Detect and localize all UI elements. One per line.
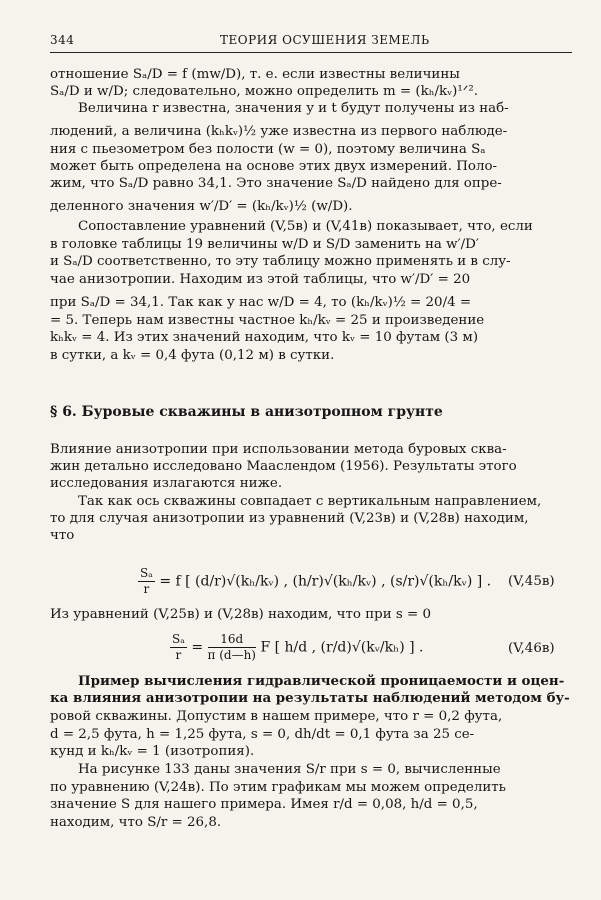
text-line: Так как ось скважины совпадает с вертикальным направлением, [78, 494, 542, 509]
text-line: то для случая анизотропии из уравнений (V,23в) и (V,28в) находим, [50, 511, 529, 526]
example-heading-line: Пример вычисления гидравлической проницаемости и оцен- [78, 673, 565, 689]
text-line: в сутки, а kᵥ = 0,4 фута (0,12 м) в сутки. [50, 348, 335, 363]
text-line: при Sₐ/D = 34,1. Так как у нас w/D = 4, то (kₕ/kᵥ)½ = 20/4 = [50, 295, 472, 310]
eq46-lhs: $\frac{\text{Sₐ}}{r}$ [172, 632, 185, 662]
equation-v46: $\frac{\text{Sₐ}}{r}$ = $\frac{16d}{\pi (d—h)}$ F [ h/d , (r/d)√(kᵥ/kₕ) ] . [172, 632, 424, 662]
text-line: = 5. Теперь нам известны частное kₕ/kᵥ = 25 и произведение [50, 313, 485, 328]
text-line: отношение Sₐ/D = f (mw/D), т. е. если известны величины [50, 67, 460, 82]
text-line: жин детально исследовано Мааслендом (1956). Результаты этого [50, 459, 517, 474]
text-line: и Sₐ/D соответственно, то эту таблицу можно применять и в слу- [50, 254, 511, 269]
text-line: значение S для нашего примера. Имея r/d = 0,08, h/d = 0,5, [50, 797, 478, 812]
eq45-lhs: $\frac{\text{Sₐ}}{r}$ [140, 566, 153, 596]
text-line: по уравнению (V,24в). По этим графикам мы можем определить [50, 780, 506, 795]
text-line: исследования излагаются ниже. [50, 476, 283, 491]
text-line: d = 2,5 фута, h = 1,25 фута, s = 0, dh/dt = 0,1 фута за 25 се- [50, 727, 475, 742]
text-line: людений, а величина (kₕkᵥ)½ уже известна из первого наблюде- [50, 124, 508, 139]
text-line: жим, что Sₐ/D равно 34,1. Это значение Sₐ/D найдено для опре- [50, 176, 502, 191]
eq45-body: = f [ (d/r)√(kₕ/kᵥ) , (h/r)√(kₕ/kᵥ) , (s/r)√(kₕ/kᵥ) ] . [159, 573, 492, 590]
text-line: Величина r известна, значения y и t будут получены из наб- [78, 101, 509, 116]
text-line: чае анизотропии. Находим из этой таблицы, что w′/D′ = 20 [50, 272, 471, 287]
running-head [50, 33, 570, 51]
text-line: в головке таблицы 19 величины w/D и S/D заменить на w′/D′ [50, 237, 479, 252]
page-number: 344 [50, 33, 75, 47]
text-line: Сопоставление уравнений (V,5в) и (V,41в) показывает, что, если [78, 219, 533, 234]
example-heading-line: ка влияния анизотропии на результаты наблюдений методом бу- [50, 690, 570, 706]
text-line: Из уравнений (V,25в) и (V,28в) находим, что при s = 0 [50, 607, 432, 622]
text-line: ровой скважины. Допустим в нашем примере, что r = 0,2 фута, [50, 709, 503, 724]
text-line: Sₐ/D и w/D; следовательно, можно определить m = (kₕ/kᵥ)¹ᐟ². [50, 84, 479, 99]
text-line: ния с пьезометром без полости (w = 0), поэтому величина Sₐ [50, 142, 486, 157]
equation-v45 [138, 566, 491, 597]
running-title: ТЕОРИЯ ОСУШЕНИЯ ЗЕМЕЛЬ [220, 33, 430, 47]
text-line: кунд и kₕ/kᵥ = 1 (изотропия). [50, 744, 255, 759]
header-rule [50, 52, 572, 53]
text-line: деленного значения w′/D′ = (kₕ/kᵥ)½ (w/D). [50, 199, 353, 214]
section-heading: § 6. Буровые скважины в анизотропном грунте [50, 404, 443, 420]
text-line: находим, что S/r = 26,8. [50, 815, 222, 830]
equation-number: (V,46в) [508, 641, 555, 656]
equation-number: (V,45в) [508, 574, 555, 589]
text-line: что [50, 528, 75, 543]
text-line: На рисунке 133 даны значения S/r при s = 0, вычисленные [78, 762, 501, 777]
text-line: Влияние анизотропии при использовании метода буровых сква- [50, 442, 507, 457]
text-line: может быть определена на основе этих двух измерений. Поло- [50, 159, 498, 174]
eq46-body: F [ h/d , (r/d)√(kᵥ/kₕ) ] . [260, 639, 424, 656]
eq46-rhs-fraction: $\frac{16d}{\pi (d—h)}$ [207, 632, 256, 662]
text-line: kₕkᵥ = 4. Из этих значений находим, что kᵥ = 10 футам (3 м) [50, 330, 479, 345]
